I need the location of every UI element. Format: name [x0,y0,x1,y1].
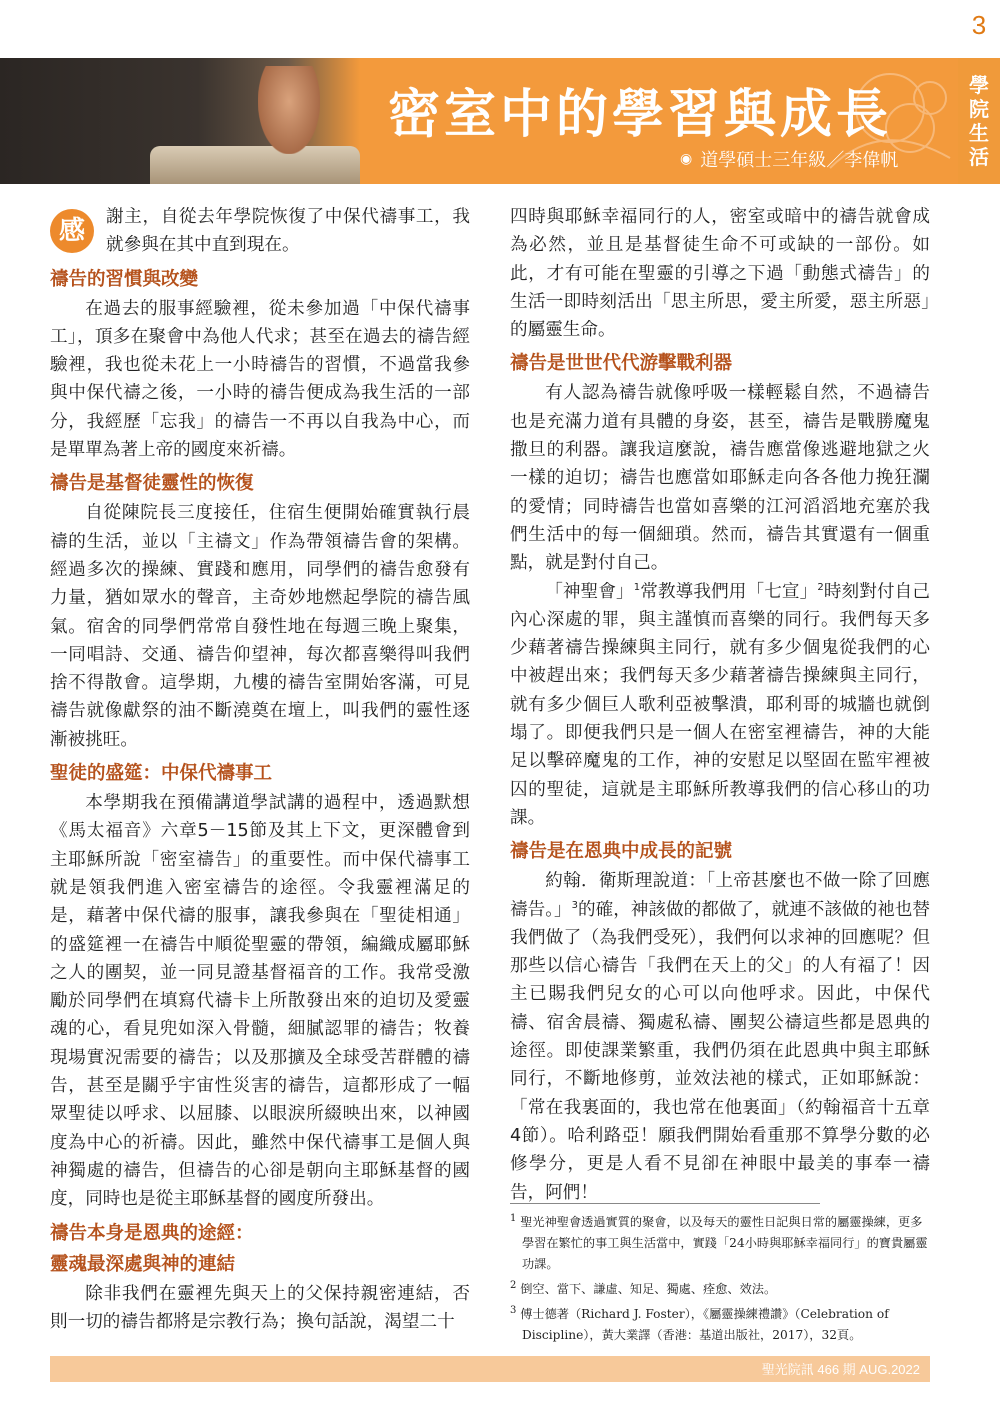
section-tab-char: 院 [969,97,989,121]
left-column [50,203,470,1336]
section-heading [50,1218,470,1280]
footnote-ref[interactable]: 3 [571,899,578,911]
footnote [510,1212,930,1275]
text-segment: 的確，神該做的都做了，就連不該做的祂也替我們做了（為我們受死），我們何以求神的回應呢？但那些以信心禱告「我們在天上的父」的人有福了！因主已賜我們兒女的心可以向他呼求。因此，中保代禱、宿舍晨禱、獨處私禱、團契公禱這些都是恩典的途徑。即使課業繁重，我們仍須在此恩典中與主耶穌同行，不斷地修剪，並效法祂的樣式，正如耶穌說：「常在我裏面的，我也常在他裏面」（約翰福音十五章4節）。哈利路亞！願我們開始看重那不算學分數的必修學分，更是人看不見卻在神眼中最美的事奉一禱告，阿們！ [510,899,930,1203]
section-heading: 禱告是世世代代游擊戰利器 [510,353,733,375]
text-segment: 常教導我們用「七宣」 [640,581,818,602]
footnote-number: 3 [510,1304,517,1316]
circle-bullet-icon: ◉ [680,151,693,167]
section-tab-char: 活 [969,145,989,169]
paragraph: 除非我們在靈裡先與天上的父保持親密連結，否則一切的禱告都將是宗教行為；換句話說，渴望二十 [50,1283,470,1332]
section-heading: 禱告的習慣與改變 [50,268,199,290]
footnote-text: 倒空、當下、謙虛、知足、獨處、痊愈、效法。 [520,1282,777,1296]
page-number: 3 [958,0,1000,50]
text-segment: 「神聖會」 [545,581,634,602]
paragraph [510,578,930,833]
section-heading: 禱告是在恩典中成長的記號 [510,841,733,863]
footnote-ref[interactable]: 2 [817,581,824,593]
paragraph: 本學期我在預備講道學試講的過程中，透過默想《馬太福音》六章5－15節及其上下文，更深體會到主耶穌所說「密室禱告」的重要性。而中保代禱事工就是領我們進入密室禱告的途徑。令我靈裡滿足的是，藉著中保代禱的服事，讓我參與在「聖徒相通」的盛筵裡一在禱告中順從聖靈的帶領，編織成屬耶穌之人的團契，並一同見證基督福音的工作。我常受激勵於同學們在填寫代禱卡上所散發出來的迫切及愛靈魂的心，看見兜如深入骨髓，細膩認罪的禱告；牧養現場實況需要的禱告；以及那擴及全球受苦群體的禱告，甚至是關乎宇宙性災害的禱告，這都形成了一幅眾聖徒以呼求、以屈膝、以眼淚所綴映出來，以神國度為中心的祈禱。因此，雖然中保代禱事工是個人與神獨處的禱告，但禱告的心卻是朝向主耶穌基督的國度，同時也是從主耶穌基督的國度所發出。 [50,793,470,1210]
author-line [680,146,898,172]
text-segment: 約翰．衛斯理說道：「上帝甚麼也不做一除了回應禱告。」 [510,871,930,920]
paragraph: 四時與耶穌幸福同行的人，密室或暗中的禱告就會成為必然，並且是基督徒生命不可或缺的一部份。如此，才有可能在聖靈的引導之下過「動態式禱告」的生活一即時刻活出「思主所思，愛主所愛，惡主所惡」的屬靈生命。 [510,207,930,341]
section-heading: 禱告是基督徒靈性的恢復 [50,473,254,495]
intro-text: 謝主，自從去年學院恢復了中保代禱事工，我就參與在其中直到現在。 [106,207,470,256]
paragraph [510,867,930,1207]
intro-paragraph [50,203,470,260]
footer-issue: 聖光院訊 466 期 AUG.2022 [761,1362,920,1377]
hands-image [258,66,320,154]
footnote-ref[interactable]: 1 [633,581,641,593]
heading-line: 禱告本身是恩典的途經： [50,1222,254,1244]
section-tab-char: 學 [969,73,989,97]
footnote-divider [510,1203,820,1204]
footnote-number: 1 [510,1212,517,1224]
footnote-number: 2 [510,1279,517,1291]
paragraph: 自從陳院長三度接任，住宿生便開始確實執行晨禱的生活，並以「主禱文」作為帶領禱告會的架構。經過多次的操練、實踐和應用，同學們的禱告愈發有力量，猶如眾水的聲音，主奇妙地燃起學院的禱告風氣。宿舍的同學們常常自發性地在每週三晚上聚集，一同唱詩、交通、禱告仰望神，每次都喜樂得叫我們捨不得散會。這學期，九樓的禱告室開始客滿，可見禱告就像獻祭的油不斷澆奠在壇上，叫我們的靈性逐漸被挑旺。 [50,503,470,750]
section-tab [958,58,1000,184]
title-banner [0,58,958,184]
article-title: 密室中的學習與成長 [388,85,893,145]
paragraph: 有人認為禱告就像呼吸一樣輕鬆自然，不過禱告也是充滿力道有具體的身姿，甚至，禱告是戰勝魔鬼撒旦的利器。讓我這麼說，禱告應當像逃避地獄之火一樣的迫切；禱告也應當如耶穌走向各各他力挽狂瀾的愛情；同時禱告也當如喜樂的江河滔滔地充塞於我們生活中的每一個細瑣。然而，禱告其實還有一個重點，就是對付自己。 [510,383,930,574]
praying-hands-photo [0,58,360,184]
bible-image [150,146,360,184]
footnotes [510,1212,930,1350]
dropcap: 感 [50,209,94,253]
footnote-text: 聖光神聖會透過實質的聚會，以及每天的靈性日記與日常的屬靈操練，更多學習在繁忙的事工與生活當中，實踐「24小時與耶穌幸福同行」的寶貴屬靈功課。 [520,1215,928,1271]
section-tab-char: 生 [969,121,989,145]
footnote-text: 傅士德著（Richard J. Foster），《屬靈操練禮讚》（Celebration of Discipline），黃大業譯（香港：基道出版社，2017），32頁。 [520,1307,889,1342]
footnote [510,1279,930,1300]
footnote [510,1304,930,1346]
footer-bar [50,1356,930,1382]
paragraph: 在過去的服事經驗裡，從未參加過「中保代禱事工」，頂多在聚會中為他人代求；甚至在過去的禱告經驗裡，我也從未花上一小時禱告的習慣，不過當我參與中保代禱之後，一小時的禱告便成為我生活的一部分，我經歷「忘我」的禱告一不再以自我為中心，而是單單為著上帝的國度來祈禱。 [50,298,470,461]
right-column [510,203,930,1207]
heading-line: 靈魂最深處與神的連結 [50,1253,236,1275]
author-name: 道學碩士三年級／李偉帆 [700,150,899,171]
section-heading: 聖徒的盛筵：中保代禱事工 [50,763,273,785]
text-segment: 時刻對付自己內心深處的罪，與主謹慎而喜樂的同行。我們每天多少藉著禱告操練與主同行，就有多少個鬼從我們的心中被趕出來；我們每天多少藉著禱告操練與主同行，就有多少個巨人歌利亞被擊潰，耶利哥的城牆也就倒塌了。即便我們只是一個人在密室裡禱告，神的大能足以擊碎魔鬼的工作，神的安慰足以堅固在監牢裡被囚的聖徒，這就是主耶穌所教導我們的信心移山的功課。 [510,581,930,828]
